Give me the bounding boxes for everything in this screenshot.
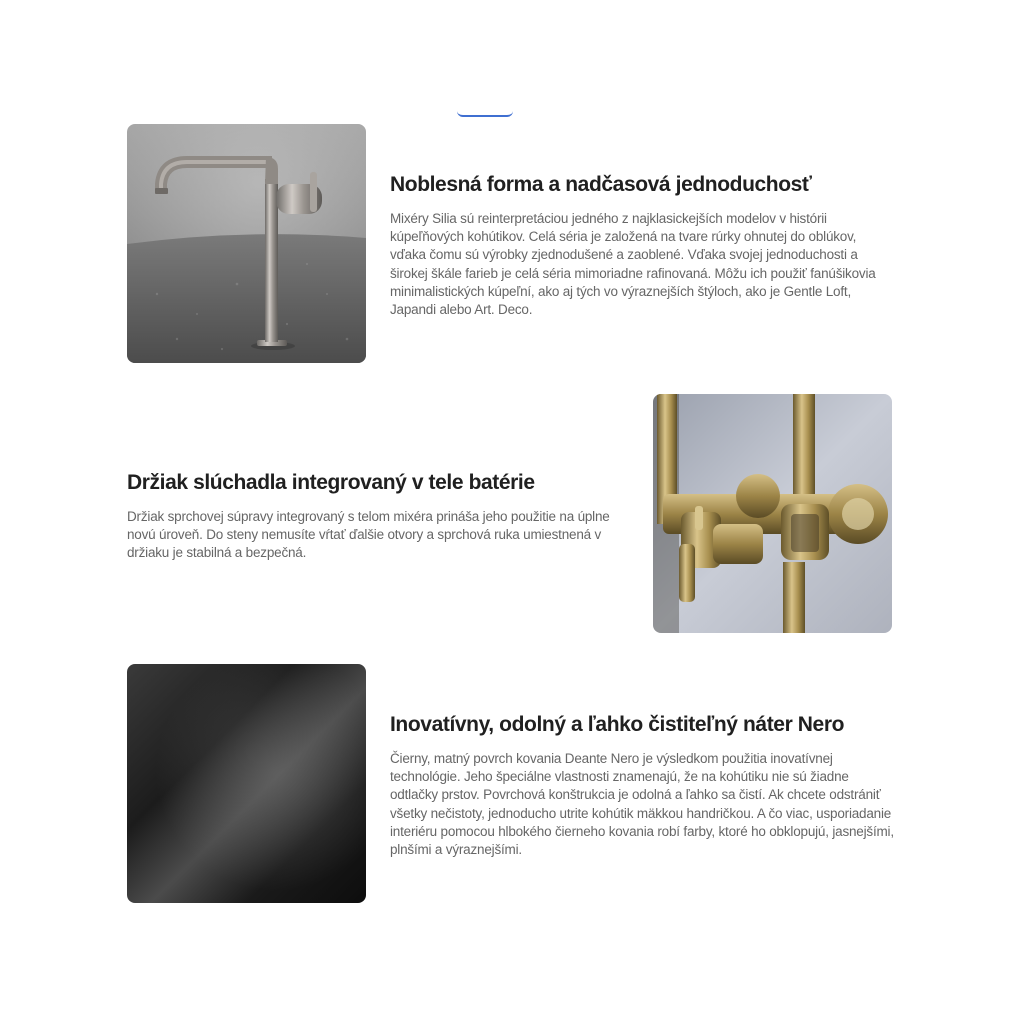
shower-mixer-illustration <box>653 394 892 633</box>
feature-title: Noblesná forma a nadčasová jednoduchosť <box>390 173 812 196</box>
feature-description: Čierny, matný povrch kovania Deante Nero je výsledkom použitia inovatívnej technológie. Jeho špeciálne vlastnosti znamenajú, že na kohútiku nie sú žiadne odtlačky prstov. Povrchová konštrukcia je odolná a ľahko sa čistí. Ak chcete odstrániť všetky nečistoty, jednoducho utrite kohútik mäkkou handričkou. A čo viac, usporiadanie interiéru pomocou hlbokého čierneho kovania robí farby, ktoré ho obklopujú, jasnejšími, plnšími a výraznejšími. <box>390 751 894 858</box>
nero-finish-photo <box>127 664 366 903</box>
shower-mixer-photo <box>653 394 892 633</box>
faucet-photo <box>127 124 366 363</box>
section-accent-line <box>457 111 513 117</box>
feature-block-design <box>390 172 890 319</box>
feature-title: Inovatívny, odolný a ľahko čistiteľný náter Nero <box>390 713 845 736</box>
faucet-illustration <box>127 124 366 363</box>
feature-description: Mixéry Silia sú reinterpretáciou jedného z najklasickejších modelov v histórii kúpeľňových kohútikov. Celá séria je založená na tvare rúrky ohnutej do oblúkov, vďaka čomu sú výrobky zjednodušené a zaoblené. Vďaka svojej jednoduchosti a širokej škále farieb je celá séria mimoriadne rafinovaná. Môžu ich použiť fanúšikovia minimalistických kúpeľní, ako aj tých vo výraznejších štýloch, ako je Gentle Loft, Japandi alebo Art. Deco. <box>390 211 876 318</box>
feature-title: Držiak slúchadla integrovaný v tele batérie <box>127 471 535 494</box>
feature-description: Držiak sprchovej súpravy integrovaný s telom mixéra prináša jeho použitie na úplne novú úroveň. Do steny nemusíte vŕtať ďalšie otvory a sprchová ruka umiestnená v držiaku je stabilná a bezpečná. <box>127 509 610 561</box>
black-matte-texture <box>127 664 366 903</box>
feature-block-nero <box>390 712 895 859</box>
feature-block-holder <box>127 470 637 563</box>
